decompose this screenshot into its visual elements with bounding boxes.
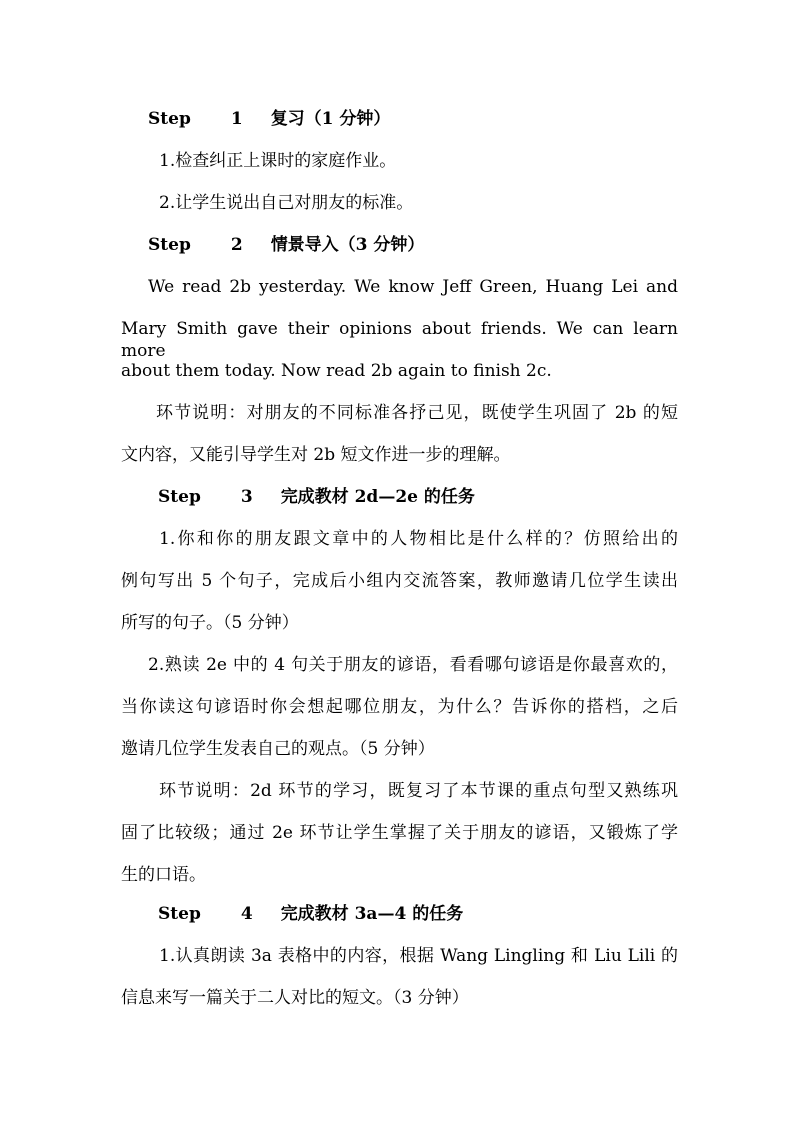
step-label: Step <box>148 109 191 129</box>
step-2-heading <box>148 234 800 256</box>
step-3-note-line-3: 生的口语。 <box>121 865 206 885</box>
step-number: 2 <box>230 235 243 255</box>
step-3-item-1-line-1: 1.你和你的朋友跟文章中的人物相比是什么样的？仿照给出的 <box>159 529 678 549</box>
step-3-item-1-line-2: 例句写出 5 个句子，完成后小组内交流答案，教师邀请几位学生读出 <box>121 571 678 591</box>
step-4-item-1-line-2: 信息来写一篇关于二人对比的短文。（3 分钟） <box>121 988 469 1008</box>
step-title: 完成教材 3a—4 的任务 <box>280 904 464 924</box>
step-title: 完成教材 2d—2e 的任务 <box>280 487 475 507</box>
step-title: 情景导入（3 分钟） <box>270 235 425 255</box>
step-3-item-2-line-2: 当你读这句谚语时你会想起哪位朋友，为什么？告诉你的搭档，之后 <box>121 697 678 717</box>
step-2-note-line-1: 环节说明：对朋友的不同标准各抒己见，既使学生巩固了 2b 的短 <box>156 403 678 423</box>
step-2-english-line-1: We read 2b yesterday. We know Jeff Green, Huang Lei and <box>148 277 678 297</box>
step-number: 4 <box>240 904 253 924</box>
step-number: 1 <box>230 109 243 129</box>
step-label: Step <box>158 904 201 924</box>
step-4-heading <box>158 903 800 925</box>
step-3-item-1-line-3: 所写的句子。（5 分钟） <box>121 613 299 633</box>
step-3-note-line-1: 环节说明：2d 环节的学习，既复习了本节课的重点句型又熟练巩 <box>159 781 678 801</box>
step-number: 3 <box>240 487 253 507</box>
step-2-english-line-3: about them today. Now read 2b again to finish 2c. <box>121 361 552 381</box>
step-2-english-line-2: Mary Smith gave their opinions about friends. We can learn more <box>121 319 678 361</box>
step-1-heading <box>148 108 800 130</box>
step-1-item-2: 2.让学生说出自己对朋友的标准。 <box>159 193 414 213</box>
step-3-note-line-2: 固了比较级；通过 2e 环节让学生掌握了关于朋友的谚语，又锻炼了学 <box>121 823 678 843</box>
step-2-note-line-2: 文内容，又能引导学生对 2b 短文作进一步的理解。 <box>121 445 511 465</box>
step-3-item-2-line-1: 2.熟读 2e 中的 4 句关于朋友的谚语，看看哪句谚语是你最喜欢的， <box>148 655 678 675</box>
step-label: Step <box>148 235 191 255</box>
step-title: 复习（1 分钟） <box>270 109 391 129</box>
step-label: Step <box>158 487 201 507</box>
step-1-item-1: 1.检查纠正上课时的家庭作业。 <box>159 151 397 171</box>
step-3-heading <box>158 486 800 508</box>
step-3-item-2-line-3: 邀请几位学生发表自己的观点。（5 分钟） <box>121 739 435 759</box>
step-4-item-1-line-1: 1.认真朗读 3a 表格中的内容，根据 Wang Lingling 和 Liu Lili 的 <box>159 946 678 966</box>
